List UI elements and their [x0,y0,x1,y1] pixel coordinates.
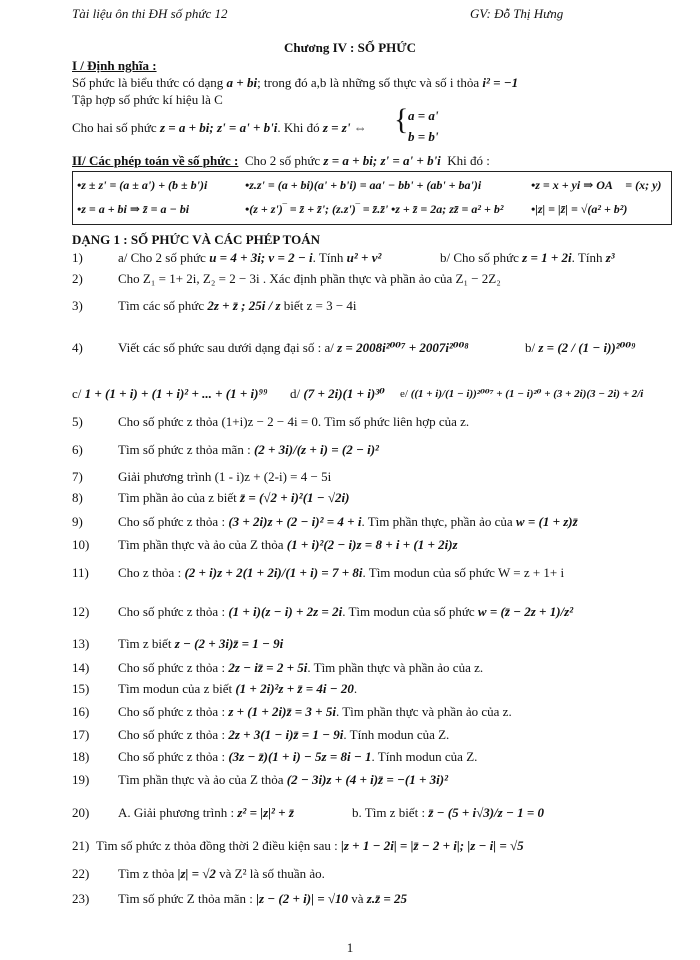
page-title: Chương IV : SỐ PHỨC [283,40,417,55]
system-brace: { [394,103,409,136]
problem-16: 16) Cho số phức z thỏa : z + (1 + 2i)z̄ = 3 + 5i. Tìm phần thực và phần ảo của z. [72,704,512,719]
problem-19: 19) Tìm phần thực và ảo của Z thỏa (2 − 3i)z + (4 + i)z̄ = −(1 + 3i)² [72,772,448,787]
header-left: Tài liệu ôn thi ĐH số phức 12 [72,6,228,21]
problem-18: 18) Cho số phức z thỏa : (3z − z̄)(1 + i) − 5z = 8i − 1. Tính modun của Z. [72,749,478,764]
problem-1: 1) a/ Cho 2 số phức u = 4 + 3i; v = 2 − i. Tính u² + v² [72,250,382,265]
problem-20b: b. Tìm z biết : z̄ − (5 + i√3)/z − 1 = 0 [352,805,545,820]
definition-line-3: Cho hai số phức z = a + bi; z' = a' + b'i. Khi đó z = z' ⇔ [72,120,367,135]
formula-sum: •z ± z' = (a ± a') + (b ± b')i [77,178,208,192]
problem-14: 14) Cho số phức z thỏa : 2z − iz̄ = 2 + 5i. Tìm phần thực và phần ảo của z. [72,660,484,675]
problem-15: 15) Tìm modun của z biết (1 + 2i)²z + z̄ = 4i − 20. [72,681,358,696]
problem-1b: b/ Cho số phức z = 1 + 2i. Tính z³ [440,250,615,265]
problem-10: 10) Tìm phần thực và ảo của Z thỏa (1 + i)²(2 − i)z = 8 + i + (1 + 2i)z [72,537,458,552]
formula-conjugate-props: •(z + z')‾ = z̄ + z̄'; (z.z')‾ = z̄.z̄' [245,202,389,216]
formula-product: •z.z' = (a + bi)(a' + b'i) = aa' − bb' + (ab' + ba')i [245,178,482,192]
problem-4: 4) Viết các số phức sau dưới dạng đại số : a/ z = 2008i²⁰⁰⁷ + 2007i²⁰⁰⁸ [72,340,469,355]
operations-heading: II/ Các phép toán về số phức : Cho 2 số phức z = a + bi; z' = a' + b'i Khi đó : [72,153,490,168]
problem-22: 22) Tìm z thỏa |z| = √2 và Z² là số thuần ảo. [72,866,325,881]
problem-21: 21) Tìm số phức z thỏa đồng thời 2 điều kiện sau : |z + 1 − 2i| = |z̄ − 2 + i|; |z − i| = √5 [72,838,524,853]
definition-heading: I / Định nghĩa : [72,58,157,73]
formula-vector: •z = x + yi ⇒ OA⃗ = (x; y) [531,178,662,192]
problem-5: 5) Cho số phức z thỏa (1+i)z − 2 − 4i = 0. Tìm số phức liên hợp của z. [72,414,470,429]
dang1-heading: DẠNG 1 : SỐ PHỨC VÀ CÁC PHÉP TOÁN [72,232,320,247]
condition-b: b = b' [408,129,439,144]
page-number: 1 [346,940,354,955]
problem-9: 9) Cho số phức z thỏa : (3 + 2i)z + (2 − i)² = 4 + i. Tìm phần thực, phần ảo của w = (1 + z)z̄ [72,514,578,529]
problem-12: 12) Cho số phức z thỏa : (1 + i)(z − i) + 2z = 2i. Tìm modun của số phức w = (z̄ − 2z + 1)/z² [72,604,574,619]
formula-modulus: •|z| = |z̄| = √(a² + b²) [531,202,628,216]
problem-13: 13) Tìm z biết z − (2 + 3i)z̄ = 1 − 9i [72,636,284,651]
problem-4b: b/ z = (2 / (1 − i))²⁰⁰⁹ [525,340,636,355]
problem-7: 7) Giải phương trình (1 - i)z + (2-i) = 4 − 5i [72,469,332,484]
formula-box [72,171,672,225]
problem-8: 8) Tìm phần ảo của z biết z̄ = (√2 + i)²(1 − √2i) [72,490,350,505]
problem-4e: e/ ((1 + i)/(1 − i))²⁰⁰⁷ + (1 − i)²⁰ + (3 + 2i)(3 − 2i) + 2/i [400,388,644,400]
problem-11: 11) Cho z thỏa : (2 + i)z + 2(1 + 2i)/(1 + i) = 7 + 8i. Tìm modun của số phức W = z + 1+ i [72,565,565,580]
problem-20: 20) A. Giải phương trình : z² = |z|² + z̄ [72,805,294,820]
problem-17: 17) Cho số phức z thỏa : 2z + 3(1 − i)z̄ = 1 − 9i. Tính modun của Z. [72,727,450,742]
formula-conjugate: •z = a + bi ⇒ z̄ = a − bi [77,202,190,216]
problem-2: 2) Cho Z₁ = 1+ 2i, Z₂ = 2 − 3i . Xác định phần thực và phần ảo của Z₁ − 2Z₂ [72,271,501,286]
problem-6: 6) Tìm số phức z thỏa mãn : (2 + 3i)/(z + i) = (2 − i)² [72,442,379,457]
formula-sum-product: •z + z̄ = 2a; zz̄ = a² + b² [391,202,504,216]
definition-line-1: Số phức là biểu thức có dạng a + bi; trong đó a,b là những số thực và số i thỏa i² = −1 [72,75,519,90]
problem-4c: c/ 1 + (1 + i) + (1 + i)² + ... + (1 + i)⁹⁹ [72,386,268,401]
header-right: GV: Đỗ Thị Hưng [470,6,564,21]
problem-4d: d/ (7 + 2i)(1 + i)³⁰ [290,386,385,401]
condition-a: a = a' [408,108,439,123]
definition-line-2: Tập hợp số phức kí hiệu là C [72,92,223,107]
problem-3: 3) Tìm các số phức 2z + z̄ ; 25i / z biết z = 3 − 4i [72,298,357,313]
problem-23: 23) Tìm số phức Z thỏa mãn : |z − (2 + i)| = √10 và z.z̄ = 25 [72,891,408,906]
